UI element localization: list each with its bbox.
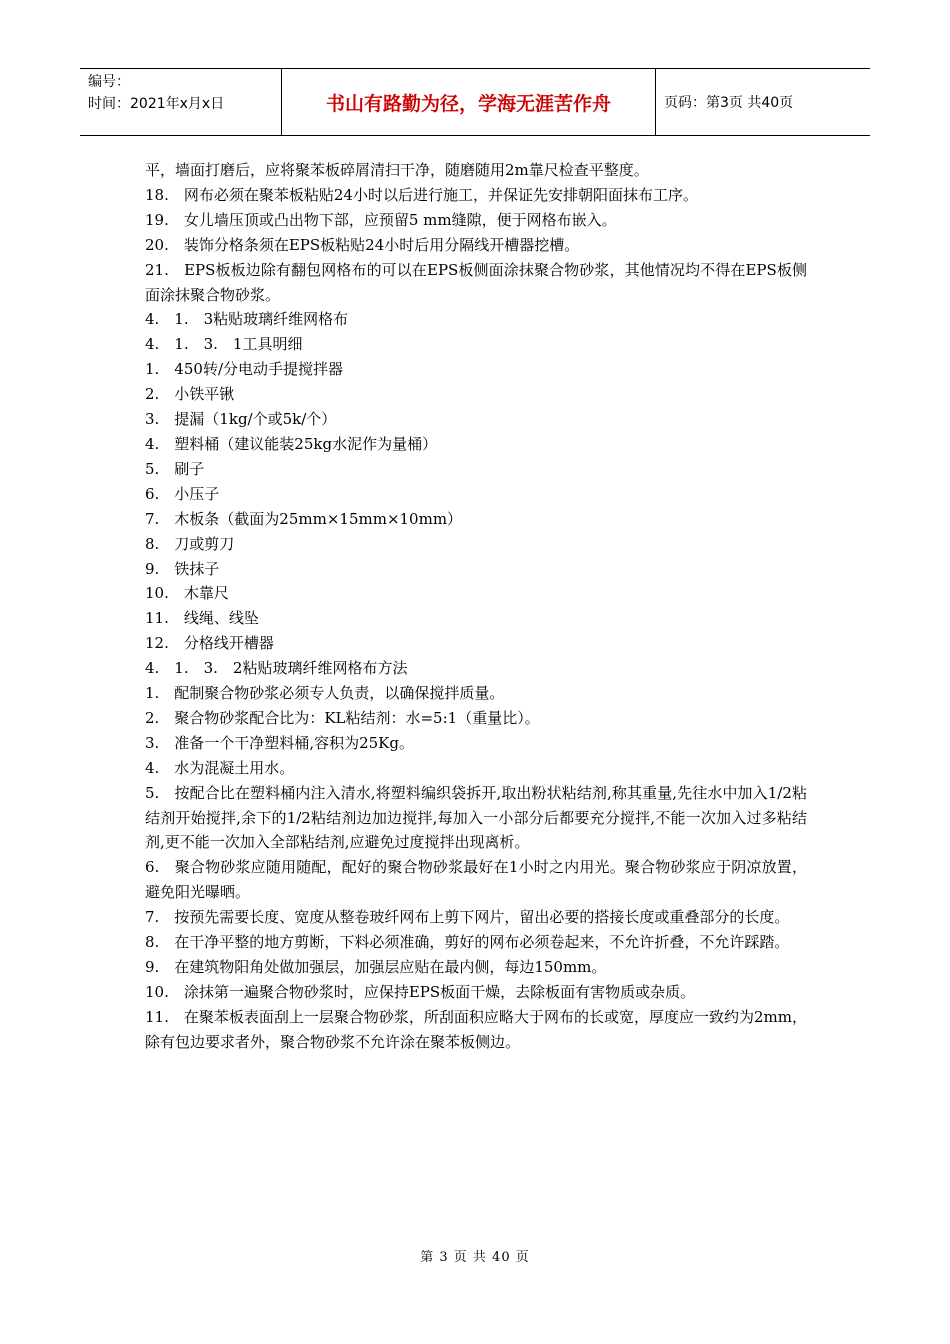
list-item: 8. 在干净平整的地方剪断，下料必须准确，剪好的网布必须卷起来，不允许折叠，不允许踩踏。 bbox=[145, 933, 790, 952]
list-item: 3. 提漏（1kg/个或5k/个） bbox=[145, 410, 337, 429]
section-heading: 4. 1. 3粘贴玻璃纤维网格布 bbox=[145, 310, 349, 329]
list-item: 1. 450转/分电动手提搅拌器 bbox=[145, 360, 343, 379]
paragraph: 20. 装饰分格条须在EPS板粘贴24小时后用分隔线开槽器挖槽。 bbox=[145, 235, 580, 254]
time-label: 时间：2021年x月x日 bbox=[88, 96, 225, 112]
list-item: 3. 准备一个干净塑料桶,容积为25Kg。 bbox=[145, 733, 414, 752]
motto-text: 书山有路勤为径，学海无涯苦作舟 bbox=[325, 92, 611, 115]
page-info-text: 页码：第3页 共40页 bbox=[664, 95, 794, 111]
list-item: 12. 分格线开槽器 bbox=[145, 634, 274, 653]
list-item: 10. 木靠尺 bbox=[145, 584, 229, 603]
document-body bbox=[145, 158, 807, 1055]
list-item: 5. 刷子 bbox=[145, 459, 205, 478]
list-item: 9. 在建筑物阳角处做加强层，加强层应贴在最内侧，每边150mm。 bbox=[145, 958, 607, 976]
list-item: 4. 塑料桶（建议能装25kg水泥作为量桶） bbox=[145, 434, 438, 453]
list-item: 1. 配制聚合物砂浆必须专人负责，以确保搅拌质量。 bbox=[145, 684, 505, 703]
list-item: 11. 线绳、线坠 bbox=[145, 609, 259, 628]
paragraph: 21. EPS板板边除有翻包网格布的可以在EPS板侧面涂抹聚合物砂浆，其他情况均不得在EPS板侧面涂抹聚合物砂浆。 bbox=[145, 260, 807, 304]
section-heading: 4. 1. 3. 2粘贴玻璃纤维网格布方法 bbox=[145, 659, 408, 678]
paragraph: 18. 网布必须在聚苯板粘贴24小时以后进行施工，并保证先安排朝阳面抹布工序。 bbox=[145, 185, 698, 204]
footer-page-number: 第 3 页 共 40 页 bbox=[420, 1250, 530, 1265]
list-item: 7. 木板条（截面为25mm×15mm×10mm） bbox=[145, 509, 463, 528]
list-item: 8. 刀或剪刀 bbox=[145, 534, 235, 553]
list-item: 2. 聚合物砂浆配合比为：KL粘结剂：水=5:1（重量比）。 bbox=[145, 708, 540, 727]
header-page-info bbox=[656, 69, 870, 135]
list-item: 5. 按配合比在塑料桶内注入清水,将塑料编织袋拆开,取出粉状粘结剂,称其重量,先往水中加入1/2粘结剂开始搅拌,余下的1/2粘结剂边加边搅拌,每加入一小部分后都要充分搅拌,不能一次加入过多粘结剂,更不能一次加入全部粘结剂,应避免过度搅拌出现离析。 bbox=[145, 783, 807, 852]
serial-number-label: 编号： bbox=[88, 74, 130, 90]
list-item: 10. 涂抹第一遍聚合物砂浆时，应保持EPS板面干燥，去除板面有害物质或杂质。 bbox=[145, 982, 696, 1001]
page-footer bbox=[0, 1246, 950, 1265]
paragraph: 19. 女儿墙压顶或凸出物下部，应预留5 mm缝隙，便于网格布嵌入。 bbox=[145, 210, 617, 229]
list-item: 6. 聚合物砂浆应随用随配，配好的聚合物砂浆最好在1小时之内用光。聚合物砂浆应于阴凉放置，避免阳光曝晒。 bbox=[145, 858, 807, 902]
header-motto bbox=[282, 69, 656, 135]
header-meta bbox=[80, 69, 282, 135]
page-header bbox=[80, 68, 870, 136]
list-item: 4. 水为混凝土用水。 bbox=[145, 758, 295, 777]
section-heading: 4. 1. 3. 1工具明细 bbox=[145, 335, 303, 354]
list-item: 9. 铁抹子 bbox=[145, 559, 220, 578]
paragraph: 平，墙面打磨后，应将聚苯板碎屑清扫干净，随磨随用2m靠尺检查平整度。 bbox=[145, 161, 649, 179]
list-item: 11. 在聚苯板表面刮上一层聚合物砂浆，所刮面积应略大于网布的长或宽，厚度应一致约为2mm，除有包边要求者外，聚合物砂浆不允许涂在聚苯板侧边。 bbox=[145, 1007, 807, 1051]
list-item: 2. 小铁平锹 bbox=[145, 385, 235, 404]
list-item: 7. 按预先需要长度、宽度从整卷玻纤网布上剪下网片，留出必要的搭接长度或重叠部分的长度。 bbox=[145, 908, 790, 927]
list-item: 6. 小压子 bbox=[145, 484, 220, 503]
